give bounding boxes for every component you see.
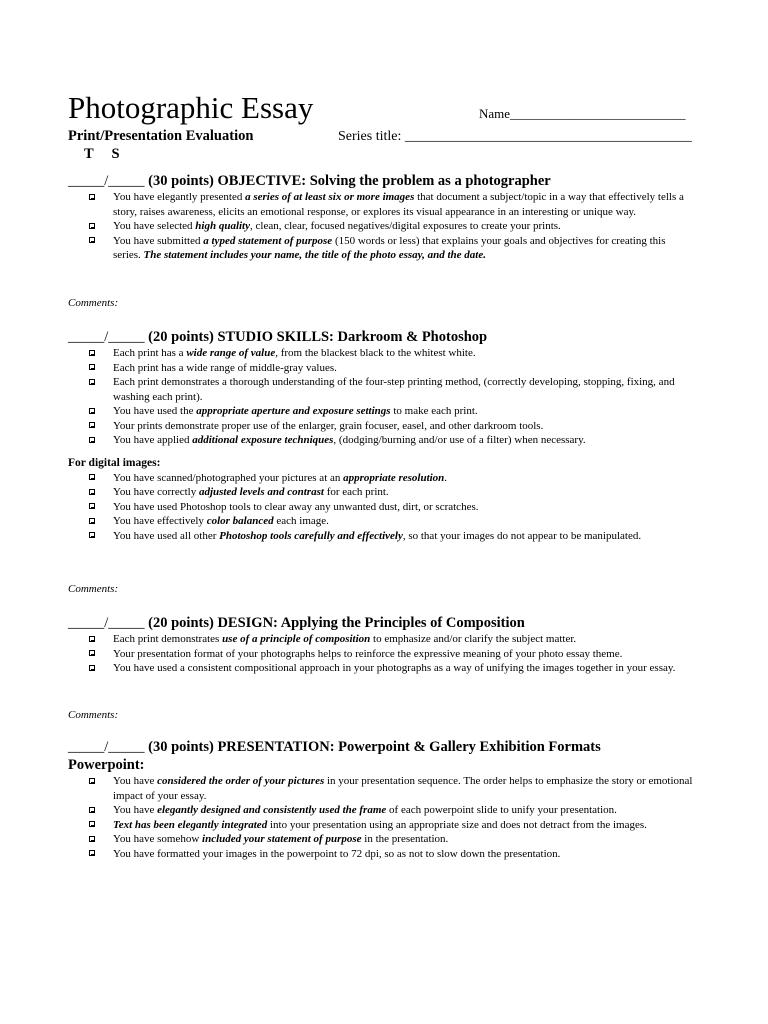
criteria-list [68, 190, 708, 263]
list-item: You have used the appropriate aperture and exposure settings to make each print. [68, 404, 693, 419]
section-heading [68, 738, 708, 756]
checkbox-bullet-icon [89, 665, 95, 671]
list-item: Your prints demonstrate proper use of the enlarger, grain focuser, easel, and other darkroom tools. [68, 419, 693, 434]
list-item: You have elegantly presented a series of at least six or more images that document a subject/topic in a way that effectively tells a story, raises awareness, elicits an emotional response, or explores its visual appearance in an interesting or unique way. [68, 190, 693, 219]
list-item: You have effectively color balanced each image. [68, 514, 693, 529]
checkbox-bullet-icon [89, 437, 95, 443]
checkbox-bullet-icon [89, 194, 95, 200]
list-item: You have somehow included your statement of purpose in the presentation. [68, 832, 693, 847]
checkbox-bullet-icon [89, 474, 95, 480]
emphasis-text: high quality [195, 220, 250, 232]
checkbox-bullet-icon [89, 422, 95, 428]
checkbox-bullet-icon [89, 364, 95, 370]
list-item: You have submitted a typed statement of purpose (150 words or less) that explains your goals and objectives for creating this series. The statement includes your name, the title of the photo essay, and the date. [68, 234, 693, 263]
section-studio-skills [68, 328, 708, 543]
list-item: You have scanned/photographed your pictures at an appropriate resolution. [68, 471, 693, 486]
emphasis-text: a series of at least six or more images [245, 191, 415, 203]
list-item: You have considered the order of your pictures in your presentation sequence. The order helps to emphasize the story or emotional impact of your essay. [68, 774, 693, 803]
comments-label: Comments: [68, 709, 119, 721]
checkbox-bullet-icon [89, 237, 95, 243]
comments-label: Comments: [68, 583, 119, 595]
section-title: (20 points) STUDIO SKILLS: Darkroom & Photoshop [144, 329, 488, 345]
page-title: Photographic Essay [68, 90, 314, 125]
score-blank: _____/_____ [68, 173, 145, 189]
checkbox-bullet-icon [89, 807, 95, 813]
emphasis-text: included your statement of purpose [202, 833, 362, 845]
criteria-list [68, 346, 708, 448]
checkbox-bullet-icon [89, 836, 95, 842]
checkbox-bullet-icon [89, 379, 95, 385]
section-heading [68, 614, 708, 632]
score-blank: _____/_____ [68, 615, 145, 631]
criteria-list [68, 774, 708, 861]
score-blank: _____/_____ [68, 329, 145, 345]
list-item: You have selected high quality, clean, clear, focused negatives/digital exposures to create your prints. [68, 219, 693, 234]
emphasis-text: use of a principle of composition [222, 633, 371, 645]
list-item: You have formatted your images in the powerpoint to 72 dpi, so as not to slow down the presentation. [68, 847, 693, 862]
list-item: You have used a consistent compositional approach in your photographs as a way of unifying the images together in your essay. [68, 661, 693, 676]
page-subtitle: Print/Presentation Evaluation [68, 128, 254, 144]
list-item: You have used all other Photoshop tools carefully and effectively, so that your images do not appear to be manipulated. [68, 529, 693, 544]
list-item: Each print demonstrates use of a principle of composition to emphasize and/or clarify the subject matter. [68, 632, 693, 647]
checkbox-bullet-icon [89, 636, 95, 642]
digital-criteria-list [68, 471, 708, 544]
list-item: You have applied additional exposure techniques, (dodging/burning and/or use of a filter) when necessary. [68, 433, 693, 448]
emphasis-text: wide range of value [186, 347, 276, 359]
emphasis-text: The statement includes your name, the title of the photo essay, and the date. [143, 249, 486, 261]
section-title: (30 points) OBJECTIVE: Solving the problem as a photographer [144, 173, 551, 189]
checkbox-bullet-icon [89, 532, 95, 538]
checkbox-bullet-icon [89, 350, 95, 356]
section-presentation [68, 738, 708, 861]
list-item: Text has been elegantly integrated into your presentation using an appropriate size and does not detract from the images. [68, 818, 693, 833]
list-item: Each print has a wide range of value, from the blackest black to the whitest white. [68, 346, 693, 361]
section-heading [68, 172, 708, 190]
section-objective [68, 172, 708, 263]
powerpoint-heading: Powerpoint: [68, 757, 145, 773]
section-design [68, 614, 708, 676]
score-blank: _____/_____ [68, 739, 145, 755]
emphasis-text: Photoshop tools carefully and effectively [219, 529, 403, 542]
list-item: You have correctly adjusted levels and contrast for each print. [68, 485, 693, 500]
section-title: (20 points) DESIGN: Applying the Principles of Composition [144, 615, 525, 631]
section-title: (30 points) PRESENTATION: Powerpoint & Gallery Exhibition Formats [144, 739, 601, 755]
checkbox-bullet-icon [89, 489, 95, 495]
emphasis-text: appropriate aperture and exposure settings [196, 405, 391, 417]
checkbox-bullet-icon [89, 518, 95, 524]
checkbox-bullet-icon [89, 223, 95, 229]
emphasis-text: a typed statement of purpose [203, 234, 333, 247]
name-field: Name___________________________ [479, 106, 686, 121]
emphasis-text: elegantly designed and consistently used the frame [157, 804, 387, 816]
emphasis-text: adjusted levels and contrast [198, 486, 324, 498]
list-item: Each print demonstrates a thorough understanding of the four-step printing method, (correctly developing, stopping, fixing, and washing each print). [68, 375, 693, 404]
list-item: You have elegantly designed and consistently used the frame of each powerpoint slide to unify your presentation. [68, 803, 693, 818]
list-item: You have used Photoshop tools to clear away any unwanted dust, dirt, or scratches. [68, 500, 693, 515]
emphasis-text: color balanced [206, 515, 274, 527]
comments-label: Comments: [68, 297, 119, 309]
teacher-student-labels: T S [84, 146, 120, 162]
checkbox-bullet-icon [89, 821, 95, 827]
checkbox-bullet-icon [89, 650, 95, 656]
criteria-list [68, 632, 708, 676]
list-item: Each print has a wide range of middle-gray values. [68, 361, 693, 376]
section-heading [68, 328, 708, 346]
checkbox-bullet-icon [89, 503, 95, 509]
emphasis-text: considered the order of your pictures [157, 775, 325, 787]
digital-images-heading: For digital images: [68, 456, 161, 469]
list-item: Your presentation format of your photographs helps to reinforce the expressive meaning of your photo essay theme. [68, 647, 693, 662]
checkbox-bullet-icon [89, 408, 95, 414]
series-title-field: Series title: _________________________________________ [338, 129, 692, 144]
emphasis-text: appropriate resolution [343, 471, 445, 484]
checkbox-bullet-icon [89, 850, 95, 856]
emphasis-text: Text has been elegantly integrated [113, 818, 268, 831]
checkbox-bullet-icon [89, 778, 95, 784]
emphasis-text: additional exposure techniques [192, 434, 334, 446]
